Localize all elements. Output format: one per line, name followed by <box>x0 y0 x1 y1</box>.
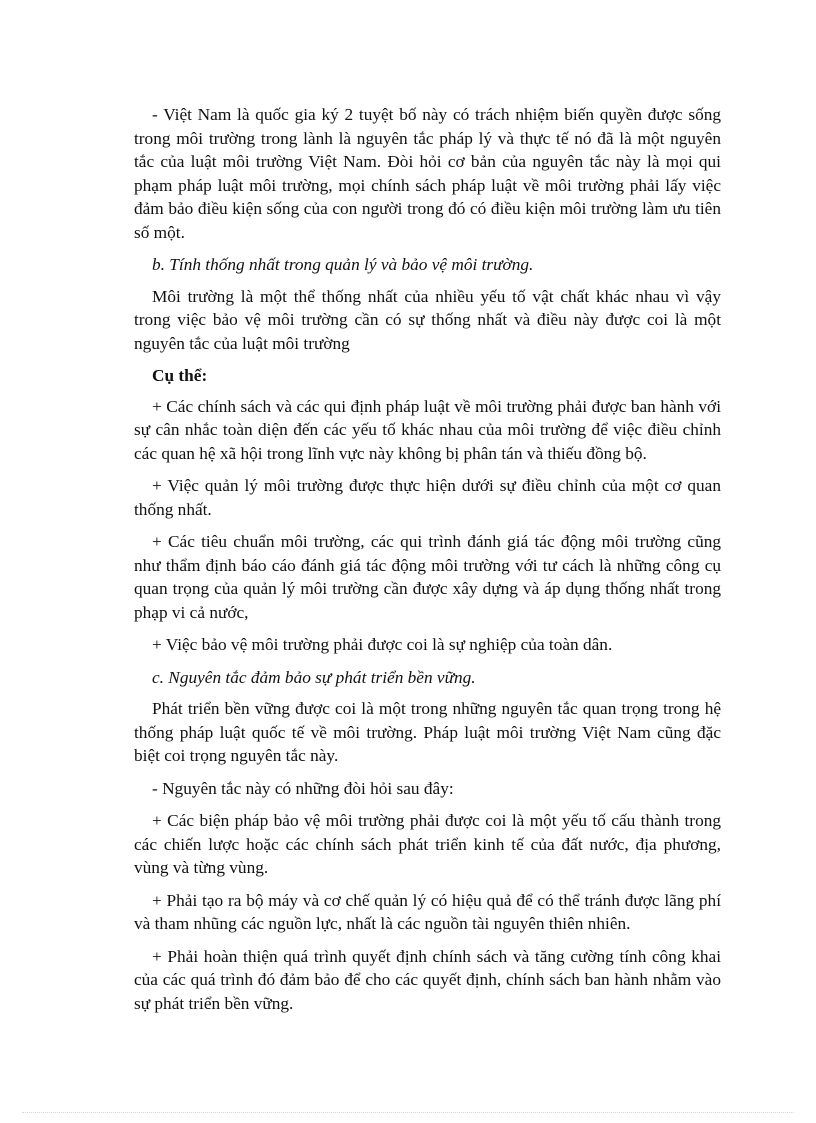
paragraph-right-to-environment: - Việt Nam là quốc gia ký 2 tuyệt bố này có trách nhiệm biến quyền được sống trong môi trường trong lành là nguyên tắc pháp lý và thực tế nó đã là một nguyên tắc của luật môi trường Việt Nam. Đòi hỏi cơ bản của nguyên tắc này là mọi qui phạm pháp luật môi trường, mọi chính sách pháp luật về môi trường phải lấy việc đảm bảo điều kiện sống của con người trong đó có điều kiện môi trường làm ưu tiên số một. <box>134 105 721 242</box>
list-item-policy-process: + Phải hoàn thiện quá trình quyết định chính sách và tăng cường tính công khai của các quá trình đó đảm bảo để cho các quyết định, chính sách ban hành nhằm vào sự phát triển bền vững. <box>134 946 721 1013</box>
section-heading-b: b. Tính thống nhất trong quản lý và bảo vệ môi trường. <box>152 255 534 274</box>
paragraph-unity-principle: Môi trường là một thể thống nhất của nhiều yếu tố vật chất khác nhau vì vậy trong việc bảo vệ môi trường cần có sự thống nhất và điều này được coi là một nguyên tắc của luật môi trường <box>134 286 721 353</box>
section-heading-c: c. Nguyên tắc đảm bảo sự phát triển bền vững. <box>152 667 476 687</box>
list-item-policies: + Các chính sách và các qui định pháp luật về môi trường phải được ban hành với sự cân nhắc toàn diện đến các yếu tố khác nhau của môi trường để việc điều chỉnh các quan hệ xã hội trong lĩnh vực này không bị phân tán và thiếu đồng bộ. <box>134 396 721 463</box>
list-item-effective-mechanism: + Phải tạo ra bộ máy và cơ chế quản lý có hiệu quả để có thể tránh được lãng phí và tham nhũng các nguồn lực, nhất là các nguồn tài nguyên thiên nhiên. <box>134 890 721 933</box>
paragraph-sustainable-development: Phát triển bền vững được coi là một trong những nguyên tắc quan trọng trong hệ thống pháp luật quốc tế về môi trường. Pháp luật môi trường Việt Nam cũng đặc biệt coi trọng nguyên tắc này. <box>134 699 721 765</box>
list-item-standards: + Các tiêu chuẩn môi trường, các qui trình đánh giá tác động môi trường cũng như thẩm định báo cáo đánh giá tác động môi trường với tư cách là những công cụ quan trọng của quản lý môi trường cần được xây dựng và áp dụng thống nhất trong phạp vi cả nước, <box>134 532 721 622</box>
list-item-management: + Việc quản lý môi trường được thực hiện dưới sự điều chỉnh của một cơ quan thống nhất. <box>134 476 721 519</box>
page-bottom-divider <box>22 1112 794 1113</box>
paragraph-requirements-intro: - Nguyên tắc này có những đòi hỏi sau đây: <box>152 778 454 798</box>
list-item-strategies: + Các biện pháp bảo vệ môi trường phải được coi là một yếu tố cấu thành trong các chiến lược hoặc các chính sách phát triển kinh tế của đất nước, địa phương, vùng và từng vùng. <box>134 811 721 877</box>
specifics-heading: Cụ thể: <box>152 366 208 385</box>
list-item-public-cause: + Việc bảo vệ môi trường phải được coi là sự nghiệp của toàn dân. <box>152 635 613 654</box>
document-body <box>134 103 721 1024</box>
